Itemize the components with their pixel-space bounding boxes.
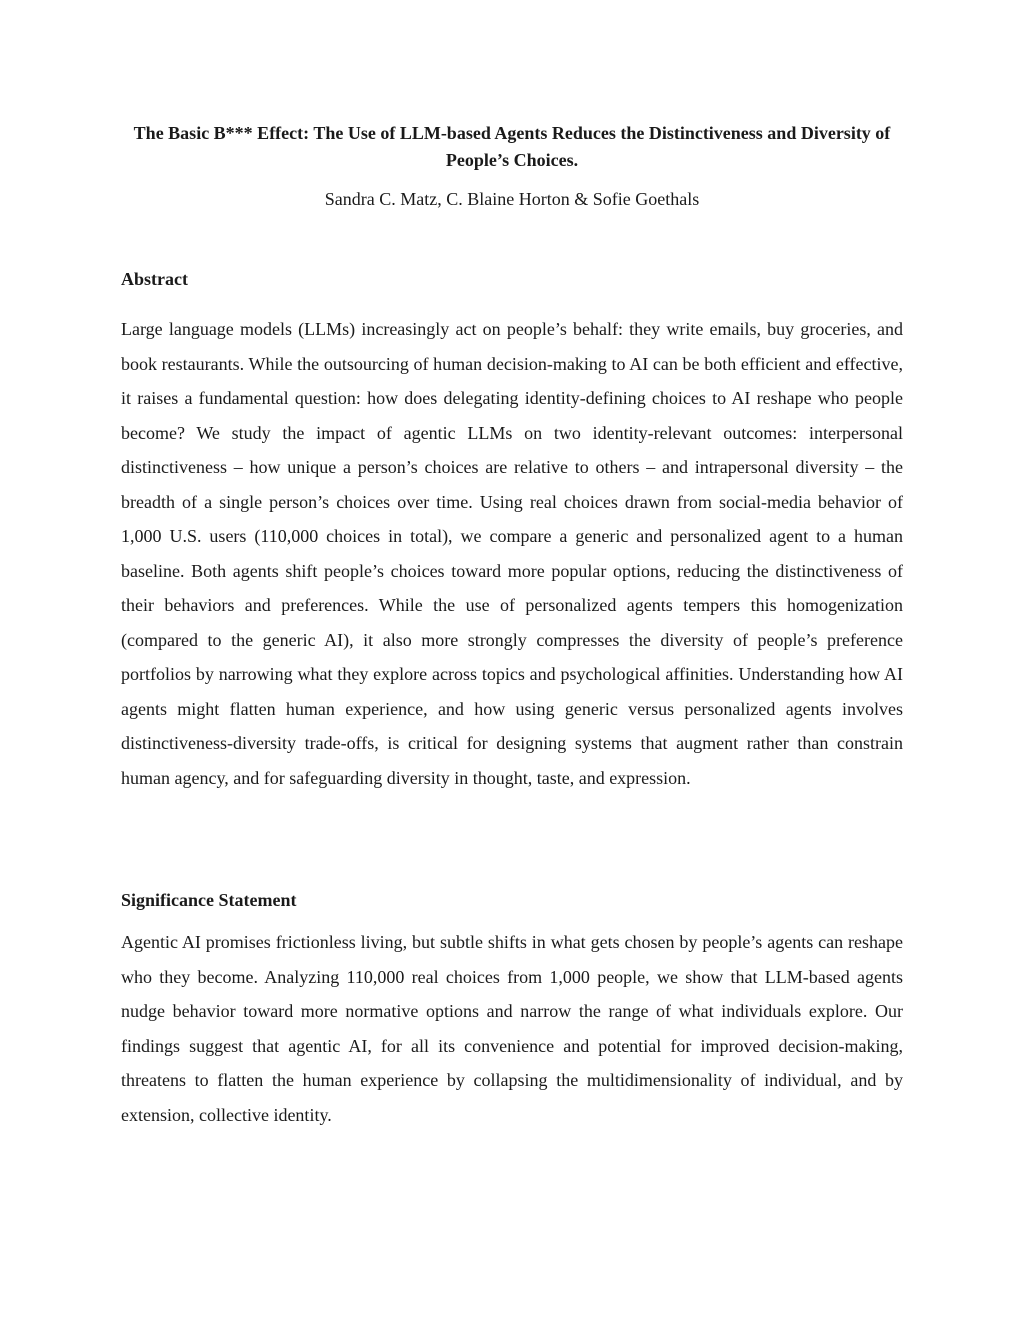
paper-authors: Sandra C. Matz, C. Blaine Horton & Sofie Goethals bbox=[324, 189, 700, 209]
paper-title: The Basic B*** Effect: The Use of LLM-based Agents Reduces the Distinctiveness and Diversity of People’s Choices. bbox=[133, 123, 891, 170]
significance-heading: Significance Statement bbox=[121, 890, 297, 910]
abstract-heading: Abstract bbox=[121, 269, 188, 289]
abstract-text: Large language models (LLMs) increasingly act on people’s behalf: they write emails, buy groceries, and book restaurants. While the outsourcing of human decision-making to AI can be both efficient and effective, it raises a fundamental question: how does delegating identity-defining choices to AI reshape who people become? We study the impact of agentic LLMs on two identity-relevant outcomes: interpersonal distinctiveness – how unique a person’s choices are relative to others – and intrapersonal diversity – the breadth of a single person’s choices over time. Using real choices drawn from social-media behavior of 1,000 U.S. users (110,000 choices in total), we compare a generic and personalized agent to a human baseline. Both agents shift people’s choices toward more popular options, reducing the distinctiveness of their behaviors and preferences. While the use of personalized agents tempers this homogenization (compared to the generic AI), it also more strongly compresses the diversity of people’s preference portfolios by narrowing what they explore across topics and psychological affinities. Understanding how AI agents might flatten human experience, and how using generic versus personalized agents involves distinctiveness-diversity trade-offs, is critical for designing systems that augment rather than constrain human agency, and for safeguarding diversity in thought, taste, and expression. bbox=[121, 319, 903, 788]
significance-text: Agentic AI promises frictionless living, but subtle shifts in what gets chosen by people’s agents can reshape who they become. Analyzing 110,000 real choices from 1,000 people, we show that LLM-based agents nudge behavior toward more normative options and narrow the range of what individuals explore. Our findings suggest that agentic AI, for all its convenience and potential for improved decision-making, threatens to flatten the human experience by collapsing the multidimensionality of individual, and by extension, collective identity. bbox=[121, 932, 903, 1125]
